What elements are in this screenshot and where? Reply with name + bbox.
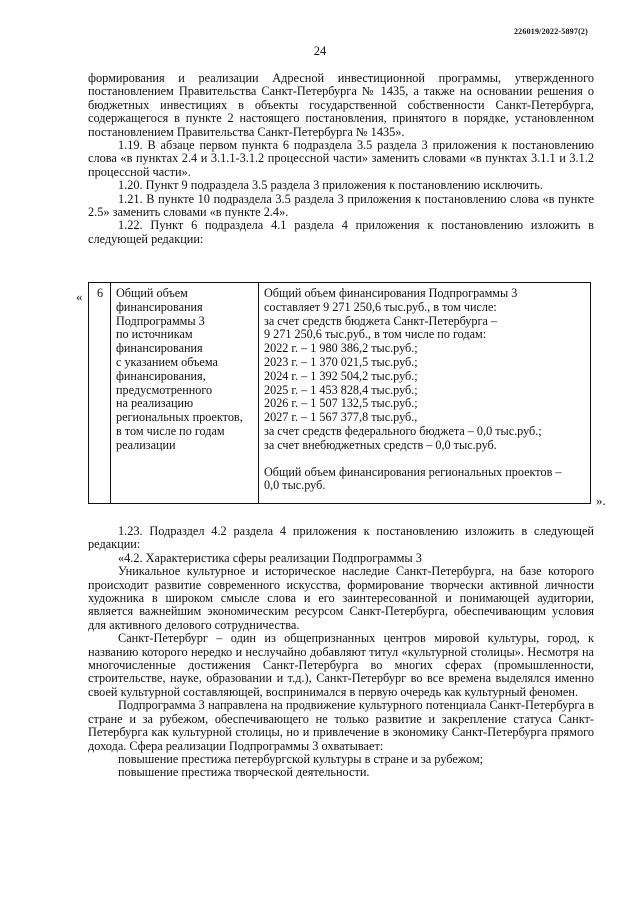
value-line: за счет внебюджетных средств – 0,0 тыс.руб. [264, 437, 497, 452]
label-cell [111, 283, 259, 504]
label-line: предусмотренного [116, 382, 213, 397]
closing-quote: ». [596, 493, 606, 508]
label-line: на реализацию [116, 396, 194, 411]
value-line: 2023 г. – 1 370 021,5 тыс.руб.; [264, 354, 418, 369]
row-number-cell: 6 [89, 283, 111, 504]
label-line: Подпрограммы 3 [116, 313, 205, 328]
label-line: финансирования [116, 341, 203, 356]
value-line: 2024 г. – 1 392 504,2 тыс.руб.; [264, 368, 418, 383]
list-item: повышение престижа творческой деятельности. [118, 765, 370, 780]
label-line: финансирования [116, 299, 203, 314]
text-block-bottom [88, 525, 594, 780]
paragraph: формирования и реализации Адресной инвестиционной программы, утвержденного постановлением Правительства Санкт-Петербурга № 1435, а также на основании решения о бюджетных инвестициях в объекты государственной собственности Санкт-Петербурга, содержащегося в пункте 2 настоящего постановления, принятого в порядке, установленном постановлением Правительства Санкт-Петербурга № 1435». [88, 71, 594, 139]
label-line: с указанием объема [116, 354, 218, 369]
paragraph-item-1-21: 1.21. В пункте 10 подраздела 3.5 раздела 3 приложения к постановлению слова «в пункте 2.5» заменить словами «в пункте 2.4». [88, 191, 594, 220]
label-line: региональных проектов, [116, 410, 243, 425]
paragraph: Подпрограмма 3 направлена на продвижение культурного потенциала Санкт-Петербурга в стране и за рубежом, обеспечивающего не только развитие и закрепление статуса Санкт-Петербурга как культурной столицы, но и привлечение в экономику Санкт-Петербурга прямого дохода. Сфера реализации Подпрограммы 3 охватывает: [88, 698, 594, 753]
value-line: 9 271 250,6 тыс.руб., в том числе по годам: [264, 327, 487, 342]
value-line: составляет 9 271 250,6 тыс.руб., в том числе: [264, 299, 497, 314]
value-line: 2022 г. – 1 980 386,2 тыс.руб.; [264, 341, 418, 356]
opening-quote: « [76, 289, 83, 304]
label-line: по источникам [116, 327, 193, 342]
table-row [89, 283, 591, 504]
list-item: повышение престижа петербургской культуры в стране и за рубежом; [118, 751, 484, 766]
paragraph-item-1-23: 1.23. Подраздел 4.2 раздела 4 приложения к постановлению изложить в следующей редакции: [88, 524, 594, 552]
paragraph-item-1-19: 1.19. В абзаце первом пункта 6 подраздела 3.5 раздела 3 приложения к постановлению слова «в пунктах 2.4 и 3.1.1-3.1.2 процессной части» заменить словами «в пунктах 3.1.1 и 3.1.2 процессной части». [88, 138, 594, 179]
label-line: реализации [116, 437, 176, 452]
paragraph: Уникальное культурное и историческое наследие Санкт-Петербурга, на базе которого происходит развитие современного искусства, формирование творчески активной личности художника в широком смысле слова и его заинтересованной и понимающей аудитории, является важнейшим экономическим ресурсом Санкт-Петербурга, обеспечивающим условия для активного делового сотрудничества. [88, 564, 594, 632]
value-line: за счет средств бюджета Санкт-Петербурга – [264, 313, 498, 328]
value-line: 2027 г. – 1 567 377,8 тыс.руб., [264, 410, 418, 425]
paragraph-item-1-20: 1.20. Пункт 9 подраздела 3.5 раздела 3 приложения к постановлению исключить. [118, 178, 543, 193]
page-number: 24 [313, 44, 327, 58]
value-line: 2025 г. – 1 453 828,4 тыс.руб.; [264, 382, 418, 397]
paragraph-item-1-22: 1.22. Пункт 6 подраздела 4.1 раздела 4 приложения к постановлению изложить в следующей редакции: [88, 218, 594, 246]
regional-line: Общий объем финансирования региональных проектов – [264, 464, 562, 479]
value-line: за счет средств федерального бюджета – 0,0 тыс.руб.; [264, 423, 542, 438]
document-number: 226019/2022-5897(2) [513, 27, 588, 36]
label-line: в том числе по годам [116, 423, 225, 438]
regional-line: 0,0 тыс.руб. [264, 478, 326, 493]
financing-table [88, 282, 591, 504]
section-heading: «4.2. Характеристика сферы реализации Подпрограммы 3 [118, 550, 422, 565]
label-line: финансирования, [116, 368, 206, 383]
value-line: 2026 г. – 1 507 132,5 тыс.руб.; [264, 396, 418, 411]
text-block-top [88, 72, 594, 246]
label-line: Общий объем [116, 286, 188, 300]
paragraph: Санкт-Петербург – один из общепризнанных центров мировой культуры, город, к названию которого нередко и неслучайно добавляют титул «культурной столицы». Несмотря на многочисленные достижения Санкт-Петербурга во многих сферах (промышленности, строительстве, науке, образовании и т.д.), Санкт-Петербург во все времена выделялся именно своей культурной составляющей, воспринимался в первую очередь как культурный феномен. [88, 631, 594, 699]
value-cell [259, 283, 591, 504]
spacer [264, 453, 586, 466]
value-line: Общий объем финансирования Подпрограммы 3 [264, 286, 518, 300]
